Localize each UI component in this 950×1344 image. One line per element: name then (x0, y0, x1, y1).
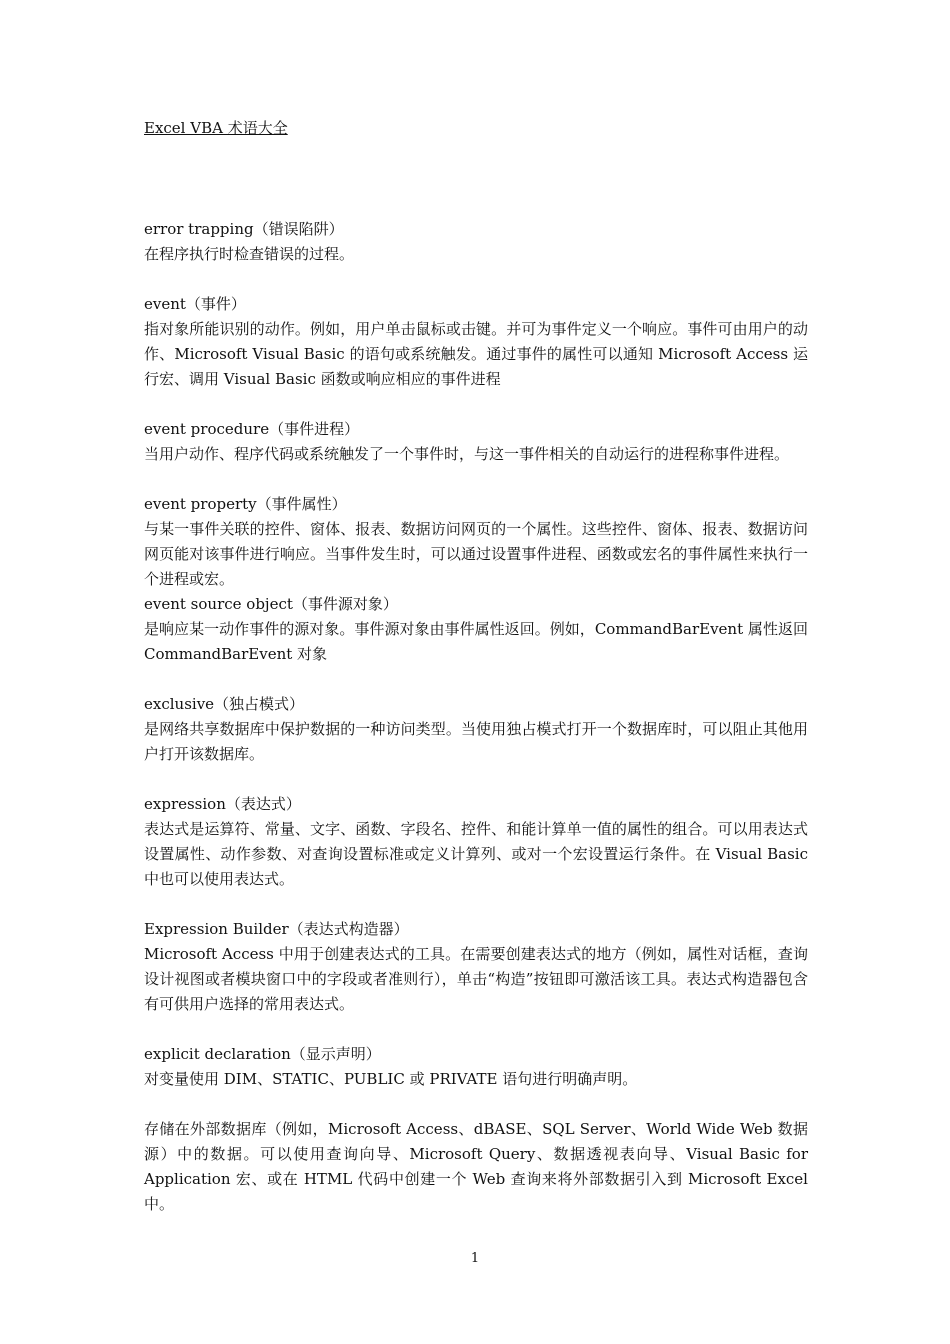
entry-definition: 指对象所能识别的动作。例如，用户单击鼠标或击键。并可为事件定义一个响应。事件可由用户的动作、Microsoft Visual Basic 的语句或系统触发。通过事件的属性可以通知 Microsoft Access 运行宏、调用 Visual Basic 函数或响应相应的事件进程 (144, 320, 808, 388)
entry-term: exclusive（独占模式） (144, 695, 305, 713)
entry-definition: 对变量使用 DIM、STATIC、PUBLIC 或 PRIVATE 语句进行明确声明。 (144, 1070, 638, 1088)
entry-definition: 当用户动作、程序代码或系统触发了一个事件时，与这一事件相关的自动运行的进程称事件进程。 (144, 445, 790, 463)
glossary-entry-expression (144, 792, 808, 892)
entry-term: event（事件） (144, 295, 246, 313)
glossary-content (144, 217, 808, 1217)
entry-definition: 是响应某一动作事件的源对象。事件源对象由事件属性返回。例如，CommandBarEvent 属性返回 CommandBarEvent 对象 (144, 620, 808, 663)
glossary-entry-exclusive (144, 692, 808, 767)
entry-term: error trapping（错误陷阱） (144, 220, 344, 238)
entry-definition: Microsoft Access 中用于创建表达式的工具。在需要创建表达式的地方（例如，属性对话框，查询设计视图或者模块窗口中的字段或者准则行），单击“构造”按钮即可激活该工具。表达式构造器包含有可供用户选择的常用表达式。 (144, 945, 808, 1013)
glossary-entry-event (144, 292, 808, 392)
entry-definition: 存储在外部数据库（例如，Microsoft Access、dBASE、SQL Server、World Wide Web 数据源）中的数据。可以使用查询向导、Microsoft Query、数据透视表向导、Visual Basic for Application 宏、或在 HTML 代码中创建一个 Web 查询来将外部数据引入到 Microsoft Excel 中。 (144, 1120, 808, 1213)
entry-definition: 在程序执行时检查错误的过程。 (144, 245, 355, 263)
glossary-entry-external-data (144, 1117, 808, 1217)
entry-definition: 与某一事件关联的控件、窗体、报表、数据访问网页的一个属性。这些控件、窗体、报表、数据访问网页能对该事件进行响应。当事件发生时，可以通过设置事件进程、函数或宏名的事件属性来执行一个进程或宏。 (144, 520, 808, 588)
glossary-entry-explicit-declaration (144, 1042, 808, 1092)
entry-term: event source object（事件源对象） (144, 595, 398, 613)
entry-spacer (144, 467, 808, 492)
glossary-entry-event-property (144, 492, 808, 592)
glossary-entry-expression-builder (144, 917, 808, 1017)
entry-definition: 是网络共享数据库中保护数据的一种访问类型。当使用独占模式打开一个数据库时，可以阻止其他用户打开该数据库。 (144, 720, 808, 763)
entry-term: Expression Builder（表达式构造器） (144, 920, 409, 938)
page-number: 1 (470, 1251, 480, 1266)
entry-spacer (144, 892, 808, 917)
entry-term: event property（事件属性） (144, 495, 347, 513)
entry-spacer (144, 767, 808, 792)
glossary-entry-error-trapping (144, 217, 808, 267)
glossary-entry-event-source-object (144, 592, 808, 667)
entry-spacer (144, 667, 808, 692)
entry-spacer (144, 1092, 808, 1117)
entry-spacer (144, 392, 808, 417)
entry-spacer (144, 1017, 808, 1042)
glossary-entry-event-procedure (144, 417, 808, 467)
entry-definition: 表达式是运算符、常量、文字、函数、字段名、控件、和能计算单一值的属性的组合。可以用表达式设置属性、动作参数、对查询设置标准或定义计算列、或对一个宏设置运行条件。在 Visual Basic 中也可以使用表达式。 (144, 820, 808, 888)
entry-spacer (144, 267, 808, 292)
entry-term: expression（表达式） (144, 795, 301, 813)
entry-term: event procedure（事件进程） (144, 420, 360, 438)
entry-term: explicit declaration（显示声明） (144, 1045, 381, 1063)
document-title: Excel VBA 术语大全 (144, 119, 288, 137)
